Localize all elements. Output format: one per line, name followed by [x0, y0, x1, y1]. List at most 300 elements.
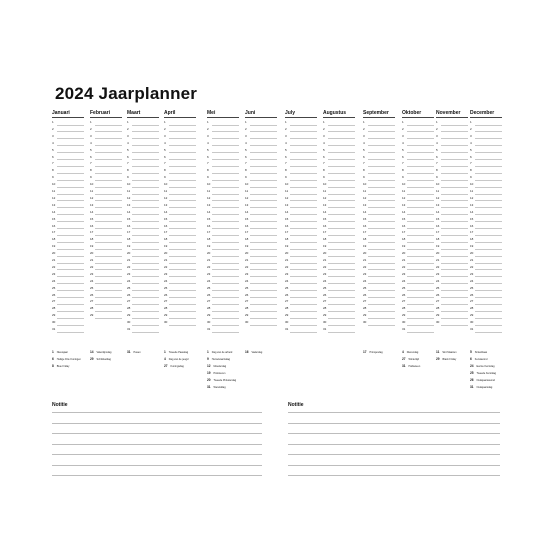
- day-row-line[interactable]: [250, 228, 277, 229]
- day-row-line[interactable]: [57, 242, 84, 243]
- day-row-line[interactable]: [407, 325, 434, 326]
- day-row-line[interactable]: [212, 187, 239, 188]
- day-row-line[interactable]: [368, 138, 395, 139]
- day-row-line[interactable]: [407, 318, 434, 319]
- day-row-line[interactable]: [95, 180, 122, 181]
- day-row-line[interactable]: [95, 145, 122, 146]
- day-row-line[interactable]: [475, 249, 502, 250]
- day-row-line[interactable]: [290, 166, 317, 167]
- day-row-line[interactable]: [290, 269, 317, 270]
- day-row-line[interactable]: [95, 166, 122, 167]
- day-row-line[interactable]: [368, 325, 395, 326]
- day-row-line[interactable]: [328, 138, 355, 139]
- day-row-line[interactable]: [250, 159, 277, 160]
- day-row-line[interactable]: [250, 290, 277, 291]
- day-row-line[interactable]: [328, 207, 355, 208]
- day-row-line[interactable]: [441, 311, 468, 312]
- day-row-line[interactable]: [441, 125, 468, 126]
- day-row-line[interactable]: [250, 194, 277, 195]
- day-row-line[interactable]: [290, 256, 317, 257]
- day-row-line[interactable]: [407, 200, 434, 201]
- day-row-line[interactable]: [57, 228, 84, 229]
- day-row-line[interactable]: [475, 283, 502, 284]
- day-row-line[interactable]: [407, 228, 434, 229]
- day-row-line[interactable]: [328, 283, 355, 284]
- day-row-line[interactable]: [95, 290, 122, 291]
- day-row-line[interactable]: [368, 207, 395, 208]
- day-row-line[interactable]: [407, 173, 434, 174]
- day-row-line[interactable]: [132, 228, 159, 229]
- day-row-line[interactable]: [368, 290, 395, 291]
- day-row-line[interactable]: [169, 200, 196, 201]
- day-row-line[interactable]: [169, 242, 196, 243]
- day-row-line[interactable]: [95, 173, 122, 174]
- day-row-line[interactable]: [407, 152, 434, 153]
- day-row-line[interactable]: [250, 152, 277, 153]
- day-row-line[interactable]: [407, 138, 434, 139]
- day-row-line[interactable]: [57, 200, 84, 201]
- day-row-line[interactable]: [407, 145, 434, 146]
- day-row-line[interactable]: [132, 207, 159, 208]
- day-row-line[interactable]: [368, 256, 395, 257]
- day-row-line[interactable]: [95, 200, 122, 201]
- day-row-line[interactable]: [132, 311, 159, 312]
- day-row-line[interactable]: [407, 263, 434, 264]
- day-row-line[interactable]: [132, 152, 159, 153]
- day-row-line[interactable]: [475, 221, 502, 222]
- day-row-line[interactable]: [328, 214, 355, 215]
- day-row-line[interactable]: [57, 318, 84, 319]
- day-row-line[interactable]: [407, 207, 434, 208]
- day-row-line[interactable]: [212, 194, 239, 195]
- day-row-line[interactable]: [328, 325, 355, 326]
- day-row-line[interactable]: [169, 263, 196, 264]
- day-row-line[interactable]: [132, 235, 159, 236]
- day-row-line[interactable]: [169, 214, 196, 215]
- day-row-line[interactable]: [132, 145, 159, 146]
- day-row-line[interactable]: [290, 125, 317, 126]
- day-row-line[interactable]: [132, 263, 159, 264]
- day-row-line[interactable]: [328, 145, 355, 146]
- day-row-line[interactable]: [95, 249, 122, 250]
- day-row-line[interactable]: [57, 145, 84, 146]
- day-row-line[interactable]: [250, 131, 277, 132]
- day-row-line[interactable]: [95, 311, 122, 312]
- day-row-line[interactable]: [212, 207, 239, 208]
- day-row-line[interactable]: [132, 194, 159, 195]
- note-line-right[interactable]: [288, 444, 500, 445]
- day-row-line[interactable]: [475, 304, 502, 305]
- day-row-line[interactable]: [132, 166, 159, 167]
- day-row-line[interactable]: [441, 159, 468, 160]
- day-row-line[interactable]: [57, 304, 84, 305]
- day-row-line[interactable]: [169, 207, 196, 208]
- day-row-line[interactable]: [407, 131, 434, 132]
- day-row-line[interactable]: [212, 173, 239, 174]
- day-row-line[interactable]: [475, 131, 502, 132]
- day-row-line[interactable]: [475, 256, 502, 257]
- day-row-line[interactable]: [328, 269, 355, 270]
- day-row-line[interactable]: [250, 249, 277, 250]
- day-row-line[interactable]: [475, 332, 502, 333]
- day-row-line[interactable]: [475, 152, 502, 153]
- day-row-line[interactable]: [132, 269, 159, 270]
- day-row-line[interactable]: [95, 297, 122, 298]
- day-row-line[interactable]: [169, 304, 196, 305]
- day-row-line[interactable]: [290, 214, 317, 215]
- day-row-line[interactable]: [441, 263, 468, 264]
- day-row-line[interactable]: [132, 242, 159, 243]
- day-row-line[interactable]: [250, 145, 277, 146]
- day-row-line[interactable]: [407, 332, 434, 333]
- note-line-left[interactable]: [52, 412, 262, 413]
- day-row-line[interactable]: [407, 214, 434, 215]
- day-row-line[interactable]: [212, 228, 239, 229]
- day-row-line[interactable]: [368, 235, 395, 236]
- day-row-line[interactable]: [328, 235, 355, 236]
- day-row-line[interactable]: [441, 242, 468, 243]
- day-row-line[interactable]: [441, 200, 468, 201]
- day-row-line[interactable]: [441, 256, 468, 257]
- day-row-line[interactable]: [368, 180, 395, 181]
- day-row-line[interactable]: [132, 256, 159, 257]
- day-row-line[interactable]: [95, 187, 122, 188]
- day-row-line[interactable]: [407, 159, 434, 160]
- day-row-line[interactable]: [95, 235, 122, 236]
- day-row-line[interactable]: [328, 332, 355, 333]
- day-row-line[interactable]: [407, 283, 434, 284]
- note-line-left[interactable]: [52, 444, 262, 445]
- day-row-line[interactable]: [328, 125, 355, 126]
- day-row-line[interactable]: [475, 125, 502, 126]
- day-row-line[interactable]: [441, 290, 468, 291]
- day-row-line[interactable]: [290, 228, 317, 229]
- day-row-line[interactable]: [95, 152, 122, 153]
- day-row-line[interactable]: [475, 173, 502, 174]
- day-row-line[interactable]: [212, 297, 239, 298]
- note-line-right[interactable]: [288, 454, 500, 455]
- day-row-line[interactable]: [368, 242, 395, 243]
- day-row-line[interactable]: [250, 318, 277, 319]
- day-row-line[interactable]: [57, 159, 84, 160]
- day-row-line[interactable]: [250, 187, 277, 188]
- day-row-line[interactable]: [57, 269, 84, 270]
- day-row-line[interactable]: [290, 318, 317, 319]
- day-row-line[interactable]: [57, 214, 84, 215]
- day-row-line[interactable]: [212, 290, 239, 291]
- day-row-line[interactable]: [212, 325, 239, 326]
- day-row-line[interactable]: [328, 221, 355, 222]
- day-row-line[interactable]: [169, 173, 196, 174]
- day-row-line[interactable]: [328, 131, 355, 132]
- day-row-line[interactable]: [57, 152, 84, 153]
- day-row-line[interactable]: [212, 242, 239, 243]
- day-row-line[interactable]: [57, 297, 84, 298]
- day-row-line[interactable]: [250, 276, 277, 277]
- day-row-line[interactable]: [475, 297, 502, 298]
- day-row-line[interactable]: [212, 200, 239, 201]
- day-row-line[interactable]: [407, 276, 434, 277]
- day-row-line[interactable]: [212, 180, 239, 181]
- day-row-line[interactable]: [57, 256, 84, 257]
- day-row-line[interactable]: [475, 263, 502, 264]
- day-row-line[interactable]: [475, 138, 502, 139]
- day-row-line[interactable]: [328, 159, 355, 160]
- day-row-line[interactable]: [368, 152, 395, 153]
- day-row-line[interactable]: [441, 283, 468, 284]
- note-line-right[interactable]: [288, 412, 500, 413]
- day-row-line[interactable]: [212, 269, 239, 270]
- day-row-line[interactable]: [407, 304, 434, 305]
- day-row-line[interactable]: [169, 249, 196, 250]
- day-row-line[interactable]: [441, 269, 468, 270]
- day-row-line[interactable]: [212, 256, 239, 257]
- note-line-right[interactable]: [288, 433, 500, 434]
- day-row-line[interactable]: [250, 207, 277, 208]
- day-row-line[interactable]: [95, 214, 122, 215]
- day-row-line[interactable]: [368, 159, 395, 160]
- day-row-line[interactable]: [368, 187, 395, 188]
- day-row-line[interactable]: [475, 325, 502, 326]
- day-row-line[interactable]: [250, 214, 277, 215]
- day-row-line[interactable]: [169, 269, 196, 270]
- day-row-line[interactable]: [250, 297, 277, 298]
- day-row-line[interactable]: [57, 194, 84, 195]
- day-row-line[interactable]: [368, 297, 395, 298]
- day-row-line[interactable]: [328, 256, 355, 257]
- day-row-line[interactable]: [290, 235, 317, 236]
- day-row-line[interactable]: [95, 318, 122, 319]
- day-row-line[interactable]: [212, 249, 239, 250]
- day-row-line[interactable]: [368, 249, 395, 250]
- day-row-line[interactable]: [441, 152, 468, 153]
- day-row-line[interactable]: [368, 263, 395, 264]
- day-row-line[interactable]: [212, 152, 239, 153]
- day-row-line[interactable]: [441, 214, 468, 215]
- note-line-left[interactable]: [52, 423, 262, 424]
- day-row-line[interactable]: [57, 173, 84, 174]
- day-row-line[interactable]: [368, 166, 395, 167]
- day-row-line[interactable]: [132, 180, 159, 181]
- day-row-line[interactable]: [212, 221, 239, 222]
- day-row-line[interactable]: [132, 283, 159, 284]
- day-row-line[interactable]: [250, 269, 277, 270]
- day-row-line[interactable]: [441, 318, 468, 319]
- day-row-line[interactable]: [132, 297, 159, 298]
- day-row-line[interactable]: [328, 173, 355, 174]
- day-row-line[interactable]: [368, 194, 395, 195]
- note-line-left[interactable]: [52, 454, 262, 455]
- day-row-line[interactable]: [132, 125, 159, 126]
- day-row-line[interactable]: [441, 235, 468, 236]
- day-row-line[interactable]: [290, 173, 317, 174]
- day-row-line[interactable]: [475, 159, 502, 160]
- day-row-line[interactable]: [290, 242, 317, 243]
- day-row-line[interactable]: [212, 318, 239, 319]
- day-row-line[interactable]: [441, 207, 468, 208]
- day-row-line[interactable]: [328, 180, 355, 181]
- day-row-line[interactable]: [169, 325, 196, 326]
- day-row-line[interactable]: [290, 283, 317, 284]
- day-row-line[interactable]: [475, 187, 502, 188]
- day-row-line[interactable]: [290, 159, 317, 160]
- day-row-line[interactable]: [212, 159, 239, 160]
- day-row-line[interactable]: [95, 304, 122, 305]
- day-row-line[interactable]: [290, 187, 317, 188]
- day-row-line[interactable]: [95, 228, 122, 229]
- day-row-line[interactable]: [132, 214, 159, 215]
- day-row-line[interactable]: [212, 283, 239, 284]
- day-row-line[interactable]: [328, 263, 355, 264]
- day-row-line[interactable]: [132, 276, 159, 277]
- day-row-line[interactable]: [132, 325, 159, 326]
- day-row-line[interactable]: [212, 131, 239, 132]
- day-row-line[interactable]: [328, 276, 355, 277]
- day-row-line[interactable]: [212, 304, 239, 305]
- day-row-line[interactable]: [328, 318, 355, 319]
- day-row-line[interactable]: [250, 304, 277, 305]
- day-row-line[interactable]: [441, 221, 468, 222]
- day-row-line[interactable]: [212, 145, 239, 146]
- day-row-line[interactable]: [169, 297, 196, 298]
- note-line-left[interactable]: [52, 475, 262, 476]
- day-row-line[interactable]: [475, 166, 502, 167]
- day-row-line[interactable]: [57, 125, 84, 126]
- day-row-line[interactable]: [290, 200, 317, 201]
- day-row-line[interactable]: [290, 131, 317, 132]
- day-row-line[interactable]: [169, 276, 196, 277]
- day-row-line[interactable]: [57, 332, 84, 333]
- day-row-line[interactable]: [57, 283, 84, 284]
- day-row-line[interactable]: [475, 207, 502, 208]
- day-row-line[interactable]: [169, 194, 196, 195]
- day-row-line[interactable]: [95, 159, 122, 160]
- day-row-line[interactable]: [132, 332, 159, 333]
- day-row-line[interactable]: [441, 304, 468, 305]
- day-row-line[interactable]: [169, 283, 196, 284]
- day-row-line[interactable]: [328, 166, 355, 167]
- day-row-line[interactable]: [57, 249, 84, 250]
- day-row-line[interactable]: [407, 125, 434, 126]
- day-row-line[interactable]: [212, 166, 239, 167]
- day-row-line[interactable]: [328, 194, 355, 195]
- day-row-line[interactable]: [407, 194, 434, 195]
- day-row-line[interactable]: [441, 180, 468, 181]
- day-row-line[interactable]: [290, 194, 317, 195]
- day-row-line[interactable]: [407, 269, 434, 270]
- day-row-line[interactable]: [250, 180, 277, 181]
- day-row-line[interactable]: [169, 221, 196, 222]
- day-row-line[interactable]: [212, 311, 239, 312]
- day-row-line[interactable]: [290, 311, 317, 312]
- day-row-line[interactable]: [407, 221, 434, 222]
- day-row-line[interactable]: [95, 283, 122, 284]
- day-row-line[interactable]: [57, 221, 84, 222]
- day-row-line[interactable]: [95, 276, 122, 277]
- day-row-line[interactable]: [328, 187, 355, 188]
- day-row-line[interactable]: [407, 256, 434, 257]
- day-row-line[interactable]: [212, 125, 239, 126]
- day-row-line[interactable]: [368, 283, 395, 284]
- day-row-line[interactable]: [290, 263, 317, 264]
- day-row-line[interactable]: [212, 138, 239, 139]
- day-row-line[interactable]: [368, 131, 395, 132]
- day-row-line[interactable]: [132, 131, 159, 132]
- day-row-line[interactable]: [368, 276, 395, 277]
- day-row-line[interactable]: [132, 138, 159, 139]
- day-row-line[interactable]: [250, 283, 277, 284]
- day-row-line[interactable]: [57, 276, 84, 277]
- day-row-line[interactable]: [250, 138, 277, 139]
- day-row-line[interactable]: [290, 297, 317, 298]
- day-row-line[interactable]: [57, 187, 84, 188]
- day-row-line[interactable]: [132, 249, 159, 250]
- day-row-line[interactable]: [250, 311, 277, 312]
- day-row-line[interactable]: [95, 256, 122, 257]
- day-row-line[interactable]: [475, 242, 502, 243]
- day-row-line[interactable]: [169, 152, 196, 153]
- day-row-line[interactable]: [475, 180, 502, 181]
- day-row-line[interactable]: [57, 138, 84, 139]
- day-row-line[interactable]: [169, 256, 196, 257]
- day-row-line[interactable]: [407, 235, 434, 236]
- day-row-line[interactable]: [368, 318, 395, 319]
- day-row-line[interactable]: [132, 200, 159, 201]
- day-row-line[interactable]: [57, 235, 84, 236]
- day-row-line[interactable]: [475, 276, 502, 277]
- day-row-line[interactable]: [169, 290, 196, 291]
- day-row-line[interactable]: [169, 187, 196, 188]
- day-row-line[interactable]: [441, 228, 468, 229]
- day-row-line[interactable]: [441, 166, 468, 167]
- day-row-line[interactable]: [290, 325, 317, 326]
- day-row-line[interactable]: [57, 290, 84, 291]
- day-row-line[interactable]: [290, 145, 317, 146]
- day-row-line[interactable]: [441, 325, 468, 326]
- day-row-line[interactable]: [328, 311, 355, 312]
- day-row-line[interactable]: [250, 256, 277, 257]
- day-row-line[interactable]: [441, 276, 468, 277]
- day-row-line[interactable]: [57, 207, 84, 208]
- day-row-line[interactable]: [95, 131, 122, 132]
- note-line-left[interactable]: [52, 433, 262, 434]
- day-row-line[interactable]: [95, 221, 122, 222]
- day-row-line[interactable]: [290, 152, 317, 153]
- day-row-line[interactable]: [250, 242, 277, 243]
- day-row-line[interactable]: [407, 242, 434, 243]
- day-row-line[interactable]: [250, 125, 277, 126]
- day-row-line[interactable]: [132, 221, 159, 222]
- day-row-line[interactable]: [132, 159, 159, 160]
- day-row-line[interactable]: [368, 311, 395, 312]
- day-row-line[interactable]: [212, 332, 239, 333]
- day-row-line[interactable]: [250, 263, 277, 264]
- day-row-line[interactable]: [95, 207, 122, 208]
- day-row-line[interactable]: [95, 194, 122, 195]
- day-row-line[interactable]: [250, 166, 277, 167]
- day-row-line[interactable]: [212, 235, 239, 236]
- note-line-right[interactable]: [288, 475, 500, 476]
- day-row-line[interactable]: [441, 249, 468, 250]
- day-row-line[interactable]: [328, 228, 355, 229]
- day-row-line[interactable]: [290, 276, 317, 277]
- day-row-line[interactable]: [250, 235, 277, 236]
- day-row-line[interactable]: [95, 263, 122, 264]
- day-row-line[interactable]: [407, 180, 434, 181]
- day-row-line[interactable]: [57, 131, 84, 132]
- day-row-line[interactable]: [95, 269, 122, 270]
- day-row-line[interactable]: [475, 235, 502, 236]
